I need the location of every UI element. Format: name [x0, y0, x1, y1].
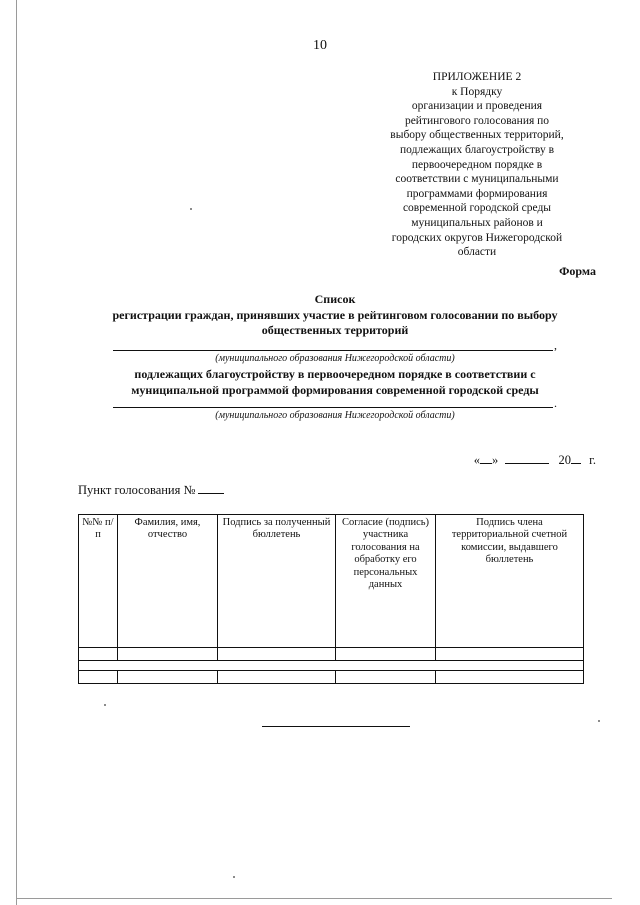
table-cell[interactable] — [218, 671, 336, 684]
title-line: регистрации граждан, принявших участие в рейтинговом голосовании по выбору — [112, 308, 558, 322]
month-blank[interactable] — [505, 452, 549, 464]
title-line: общественных территорий — [261, 323, 409, 337]
header-commission-member: Подпись члена территориальной счетной комиссии, выдавшего бюллетень — [436, 515, 584, 648]
date-field — [474, 452, 596, 468]
scan-speck — [598, 720, 600, 722]
date-open-quote: « — [473, 453, 481, 467]
appendix-line: программами формирования — [406, 187, 548, 200]
scan-speck — [233, 876, 235, 878]
appendix-line: ПРИЛОЖЕНИЕ 2 — [432, 71, 522, 83]
appendix-line: современной городской среды — [402, 202, 552, 215]
year-blank[interactable] — [571, 452, 581, 464]
year-prefix: 20 — [558, 453, 572, 467]
line-dot: . — [554, 396, 557, 410]
year-suffix: г. — [589, 453, 596, 467]
appendix-line: городских округов Нижегородской — [391, 231, 563, 244]
table-row[interactable] — [79, 671, 584, 684]
appendix-line: подлежащих благоустройству в — [400, 143, 554, 156]
municipality-line-2[interactable] — [113, 407, 553, 408]
appendix-line: выбору общественных территорий, — [390, 129, 564, 142]
table-row[interactable] — [79, 648, 584, 661]
header-full-name: Фамилия, имя, отчество — [118, 515, 218, 648]
table-header-row — [79, 515, 584, 648]
appendix-line: области — [457, 246, 497, 259]
appendix-line: к Порядку — [451, 85, 503, 98]
scan-speck — [190, 208, 192, 210]
municipality-line-1[interactable] — [113, 350, 553, 351]
table-cell[interactable] — [218, 648, 336, 661]
appendix-line: первоочередном порядке в — [411, 158, 543, 171]
table-cell[interactable] — [79, 671, 118, 684]
table-cell[interactable] — [336, 671, 436, 684]
appendix-block — [368, 70, 586, 260]
caption-municipality-1: (муниципального образования Нижегородской области) — [215, 353, 455, 364]
header-consent: Согласие (подпись) участника голосования на обработку его персональных данных — [336, 515, 436, 648]
table-spacer — [79, 661, 584, 671]
appendix-line: соответствии с муниципальными — [395, 173, 559, 186]
polling-station — [78, 482, 224, 498]
table-cell[interactable] — [118, 671, 218, 684]
date-close-quote: » — [492, 453, 499, 467]
polling-station-label: Пункт голосования № — [78, 483, 196, 497]
page-number: 10 — [313, 38, 327, 53]
document-subtitle — [70, 308, 600, 338]
header-ballot-signature: Подпись за полученный бюллетень — [218, 515, 336, 648]
table-cell[interactable] — [436, 671, 584, 684]
subtitle-line: муниципальной программой формирования современной городской среды — [131, 383, 539, 397]
subtitle-line: подлежащих благоустройству в первоочередном порядке в соответствии с — [134, 367, 536, 381]
polling-station-number-blank[interactable] — [198, 482, 224, 494]
registration-table — [78, 514, 584, 684]
header-number: №№ п/п — [79, 515, 118, 648]
appendix-line: муниципальных районов и — [411, 216, 543, 229]
day-blank[interactable] — [480, 452, 492, 464]
closing-rule — [262, 726, 410, 727]
caption-municipality-2: (муниципального образования Нижегородской области) — [215, 410, 455, 421]
appendix-line: рейтингового голосования по — [404, 114, 550, 127]
form-label: Форма — [559, 264, 596, 278]
table-cell[interactable] — [436, 648, 584, 661]
scan-speck — [104, 704, 106, 706]
line-comma: , — [554, 338, 557, 352]
page-bottom-border — [16, 898, 612, 899]
table-cell[interactable] — [79, 648, 118, 661]
table-cell[interactable] — [336, 648, 436, 661]
document-title: Список — [314, 292, 356, 306]
page-left-border — [16, 0, 17, 905]
subtitle-block — [70, 366, 600, 398]
appendix-line: организации и проведения — [411, 100, 543, 113]
table-cell[interactable] — [118, 648, 218, 661]
